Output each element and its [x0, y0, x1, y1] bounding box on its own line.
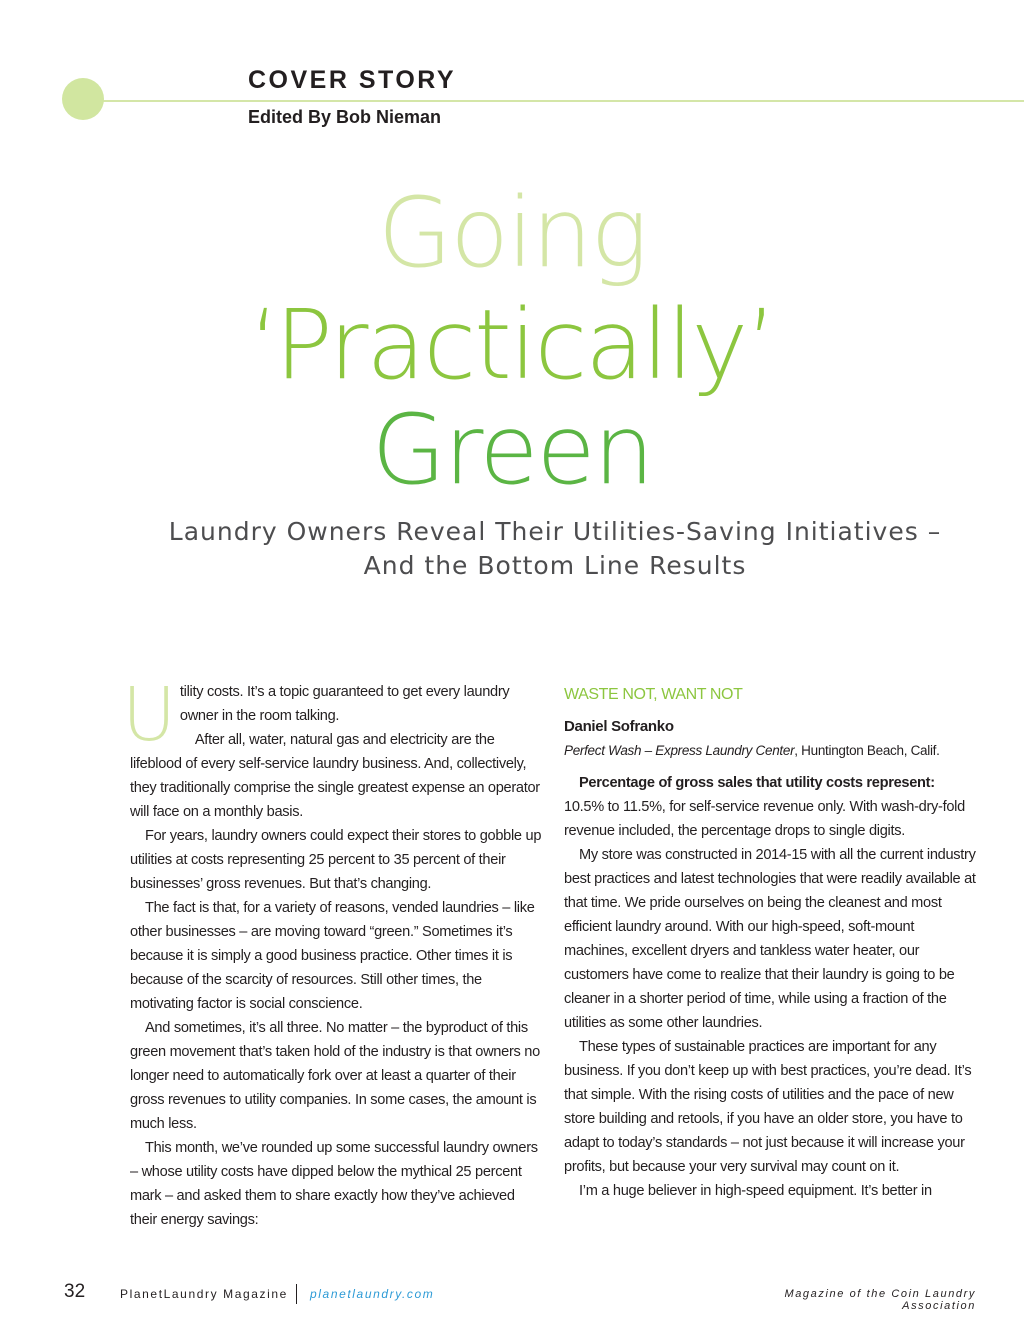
header-dot [62, 78, 104, 120]
paragraph: For years, laundry owners could expect their stores to gobble up utilities at costs representing 25 percent to 35 percent of their businesses’ gross revenues. But that’s changing. [130, 828, 542, 892]
subtitle-line-2: And the Bottom Line Results [363, 551, 747, 580]
paragraph [564, 771, 978, 843]
footer-divider [296, 1284, 297, 1304]
editor-credit: Edited By Bob Nieman [248, 107, 442, 127]
question: Percentage of gross sales that utility costs represent: [579, 775, 935, 791]
store-location: , Huntington Beach, Calif. [794, 743, 940, 758]
association-tagline: Magazine of the Coin Laundry Association [784, 1288, 976, 1312]
paragraph: And sometimes, it’s all three. No matter – the byproduct of this green movement that’s taken hold of the industry is that owners no longer need to automatically fork over at least a quarter of their gross revenues to utility companies. In some cases, the amount is much less. [130, 1020, 540, 1132]
website-link[interactable]: planetlaundry.com [310, 1287, 435, 1301]
headline-line-3: Green [371, 394, 653, 506]
paragraph: The fact is that, for a variety of reasons, vended laundries – like other businesses – are moving toward “green.” Sometimes it’s because it is simply a good business practice. Other times it is because of the scarcity of resources. Still other times, the motivating factor is social conscience. [130, 900, 535, 1012]
magazine-name: PlanetLaundry Magazine [120, 1287, 288, 1301]
headline-line-2: ‘Practically’ [249, 289, 775, 401]
section-heading: WASTE NOT, WANT NOT [564, 686, 743, 703]
left-column [122, 672, 544, 1232]
section-label: COVER STORY [248, 66, 457, 94]
subtitle-line-1: Laundry Owners Reveal Their Utilities-Saving Initiatives – [168, 517, 942, 546]
paragraph: Utility costs. It’s a topic guaranteed to get every laundry owner in the room talking. [122, 672, 510, 758]
paragraph: After all, water, natural gas and electricity are the lifeblood of every self-service laundry business. And, collectively, they traditionally comprise the single greatest expense an operator will face on a monthly basis. [130, 732, 540, 820]
paragraph: My store was constructed in 2014-15 with all the current industry best practices and latest technologies that were readily available at that time. We pride ourselves on being the cleanest and most efficient laundry around. With our high-speed, soft-mount machines, excellent dryers and tankless water heater, our customers have come to realize that their laundry is going to be cleaner in a shorter period of time, while using a fraction of the utilities as some other laundries. [564, 847, 976, 1031]
paragraph: This month, we’ve rounded up some successful laundry owners – whose utility costs have dipped below the mythical 25 percent mark – and asked them to share exactly how they’ve achieved their energy savings: [130, 1140, 538, 1228]
answer: 10.5% to 11.5%, for self-service revenue only. With wash-dry-fold revenue included, the percentage drops to single digits. [564, 799, 965, 839]
dropcap: U [122, 672, 176, 758]
byline-affiliation [564, 739, 978, 763]
store-name: Perfect Wash – Express Laundry Center [564, 743, 795, 758]
header-rule [80, 100, 1024, 102]
paragraph: I’m a huge believer in high-speed equipment. It’s better in [579, 1183, 932, 1199]
headline-line-1: Going [377, 177, 647, 289]
page-number: 32 [64, 1281, 86, 1302]
byline-name: Daniel Sofranko [564, 718, 674, 735]
right-column [564, 680, 978, 1203]
paragraph: These types of sustainable practices are important for any business. If you don’t keep up with best practices, you’re dead. It’s that simple. With the rising costs of utilities and the pace of new store building and retools, if you have an older store, you have to adapt to today’s standards – not just because it will increase your profits, but because your very survival may count on it. [564, 1039, 972, 1175]
